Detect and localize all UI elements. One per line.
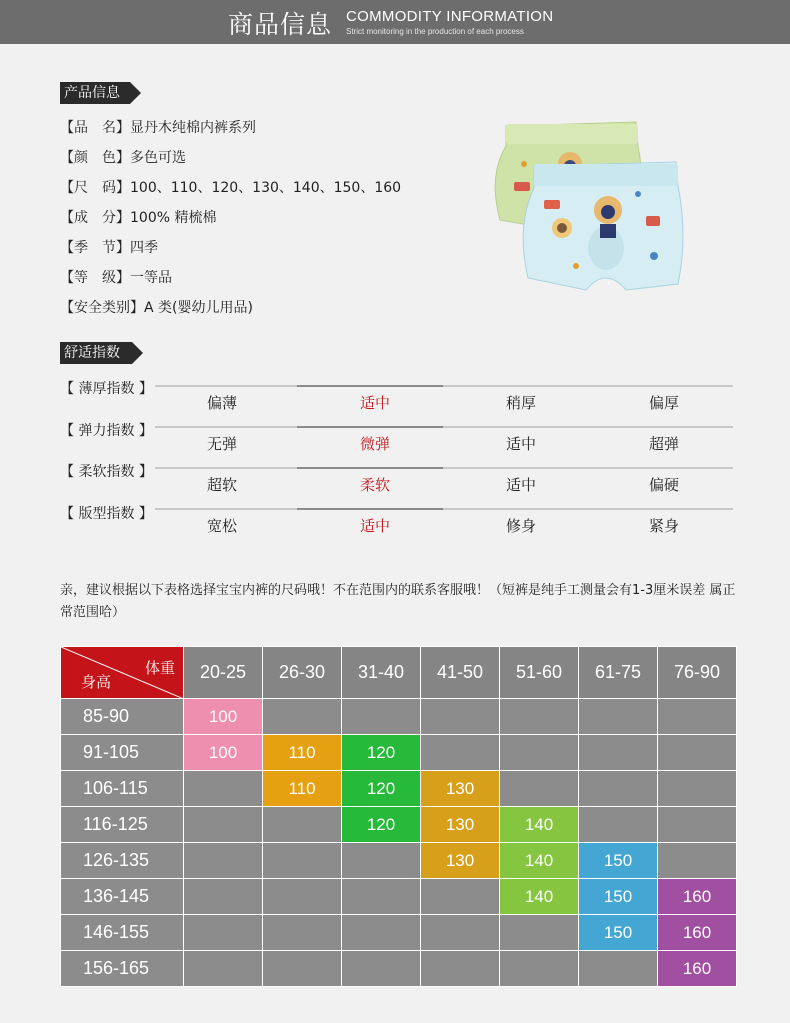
header-subtitle: Strict monitoring in the production of each process	[346, 27, 524, 36]
comfort-value: 偏厚	[649, 394, 680, 412]
table-row	[61, 951, 737, 987]
height-row-header: 146-155	[61, 915, 184, 951]
table-row	[61, 807, 737, 843]
size-cell	[500, 699, 579, 735]
info-value: 100% 精梳棉	[130, 210, 217, 226]
weight-column-header: 26-30	[263, 647, 342, 699]
comfort-line	[155, 385, 733, 387]
size-cell	[184, 843, 263, 879]
height-row-header: 136-145	[61, 879, 184, 915]
size-cell: 130	[421, 843, 500, 879]
size-cell	[263, 951, 342, 987]
info-row-size	[60, 177, 401, 197]
size-cell	[184, 771, 263, 807]
size-cell	[342, 951, 421, 987]
size-cell	[579, 951, 658, 987]
size-cell	[263, 807, 342, 843]
size-cell: 120	[342, 807, 421, 843]
size-cell: 100	[184, 699, 263, 735]
info-row-color	[60, 147, 186, 167]
comfort-label-elasticity: 【 弹力指数 】	[60, 423, 153, 439]
weight-column-header: 20-25	[184, 647, 263, 699]
size-cell	[184, 879, 263, 915]
info-label: 【季 节】	[60, 240, 130, 256]
table-row	[61, 915, 737, 951]
size-cell	[658, 807, 737, 843]
size-cell: 140	[500, 807, 579, 843]
size-cell	[579, 735, 658, 771]
size-cell: 140	[500, 843, 579, 879]
info-label: 【安全类别】	[60, 300, 144, 316]
size-note: 亲，建议根据以下表格选择宝宝内裤的尺码哦！不在范围内的联系客服哦！（短裤是纯手工测量会有1-3厘米误差 属正常范围哈）	[60, 583, 736, 620]
size-cell	[579, 699, 658, 735]
info-value: 四季	[130, 240, 158, 256]
info-value: 多色可选	[130, 150, 186, 166]
comfort-value: 超软	[207, 476, 238, 494]
size-cell: 160	[658, 879, 737, 915]
info-row-safety	[60, 297, 253, 317]
comfort-value: 稍厚	[506, 394, 537, 412]
comfort-line	[155, 467, 733, 469]
size-cell	[342, 879, 421, 915]
weight-column-header: 61-75	[579, 647, 658, 699]
size-cell	[263, 699, 342, 735]
size-cell	[658, 735, 737, 771]
comfort-value: 超弹	[649, 435, 680, 453]
size-cell: 120	[342, 771, 421, 807]
height-row-header: 126-135	[61, 843, 184, 879]
size-cell	[421, 951, 500, 987]
info-row-material	[60, 207, 216, 227]
size-cell	[421, 879, 500, 915]
corner-height-label: 身高	[81, 674, 112, 691]
table-row	[61, 699, 737, 735]
size-cell	[658, 771, 737, 807]
info-row-season	[60, 237, 158, 257]
height-row-header: 116-125	[61, 807, 184, 843]
size-cell	[184, 951, 263, 987]
size-cell: 110	[263, 771, 342, 807]
table-row	[61, 843, 737, 879]
header-title-en: COMMODITY INFORMATION	[346, 8, 554, 25]
size-cell	[579, 807, 658, 843]
height-row-header: 85-90	[61, 699, 184, 735]
size-cell: 140	[500, 879, 579, 915]
size-cell	[263, 843, 342, 879]
info-value: 一等品	[130, 270, 172, 286]
product-image	[478, 116, 708, 316]
size-cell: 150	[579, 879, 658, 915]
info-value: A 类(婴幼儿用品)	[144, 300, 253, 316]
table-header-row	[61, 647, 737, 699]
corner-weight-label: 体重	[144, 660, 175, 677]
size-cell	[342, 915, 421, 951]
comfort-value-selected: 微弹	[360, 435, 391, 453]
weight-column-header: 31-40	[342, 647, 421, 699]
size-cell	[500, 735, 579, 771]
table-row	[61, 735, 737, 771]
size-cell	[579, 771, 658, 807]
info-label: 【成 分】	[60, 210, 130, 226]
size-cell	[184, 807, 263, 843]
size-cell	[263, 915, 342, 951]
comfort-line	[155, 426, 733, 428]
product-info-tag: 产品信息	[60, 82, 130, 104]
table-row	[61, 771, 737, 807]
table-corner-cell	[61, 647, 184, 699]
size-cell	[421, 699, 500, 735]
comfort-value-selected: 适中	[360, 517, 391, 535]
weight-column-header: 41-50	[421, 647, 500, 699]
size-cell: 150	[579, 843, 658, 879]
comfort-value: 适中	[506, 476, 537, 494]
size-cell	[500, 951, 579, 987]
comfort-value: 适中	[506, 435, 537, 453]
weight-column-header: 76-90	[658, 647, 737, 699]
size-cell	[342, 843, 421, 879]
info-row-name	[60, 117, 256, 137]
size-cell	[342, 699, 421, 735]
comfort-line	[155, 508, 733, 510]
info-value: 显丹木纯棉内裤系列	[130, 120, 256, 136]
height-row-header: 156-165	[61, 951, 184, 987]
info-row-grade	[60, 267, 172, 287]
size-cell: 130	[421, 807, 500, 843]
comfort-label-softness: 【 柔软指数 】	[60, 464, 153, 480]
size-cell	[500, 771, 579, 807]
comfort-value: 紧身	[649, 517, 680, 535]
comfort-tag: 舒适指数	[60, 342, 132, 364]
header-title-cn: 商品信息	[228, 10, 333, 39]
height-row-header: 106-115	[61, 771, 184, 807]
size-cell	[500, 915, 579, 951]
size-cell: 100	[184, 735, 263, 771]
page-header	[0, 0, 790, 44]
size-cell: 110	[263, 735, 342, 771]
size-cell	[184, 915, 263, 951]
size-cell	[263, 879, 342, 915]
comfort-value: 偏硬	[649, 476, 680, 494]
size-cell: 130	[421, 771, 500, 807]
size-cell	[658, 699, 737, 735]
comfort-value-selected: 适中	[360, 394, 391, 412]
size-cell: 160	[658, 951, 737, 987]
comfort-value: 宽松	[207, 517, 238, 535]
size-cell	[421, 735, 500, 771]
size-cell: 150	[579, 915, 658, 951]
size-cell	[421, 915, 500, 951]
comfort-label-thickness: 【 薄厚指数 】	[60, 381, 153, 397]
info-label: 【颜 色】	[60, 150, 130, 166]
info-label: 【尺 码】	[60, 180, 130, 196]
info-label: 【品 名】	[60, 120, 130, 136]
size-cell	[658, 843, 737, 879]
comfort-value-selected: 柔软	[360, 476, 391, 494]
info-value: 100、110、120、130、140、150、160	[130, 180, 402, 196]
size-chart-table	[60, 646, 737, 987]
height-row-header: 91-105	[61, 735, 184, 771]
comfort-value: 偏薄	[207, 394, 238, 412]
comfort-value: 修身	[506, 517, 537, 535]
comfort-label-fit: 【 版型指数 】	[60, 506, 153, 522]
size-cell: 120	[342, 735, 421, 771]
comfort-value: 无弹	[207, 435, 238, 453]
size-cell: 160	[658, 915, 737, 951]
table-row	[61, 879, 737, 915]
info-label: 【等 级】	[60, 270, 130, 286]
weight-column-header: 51-60	[500, 647, 579, 699]
